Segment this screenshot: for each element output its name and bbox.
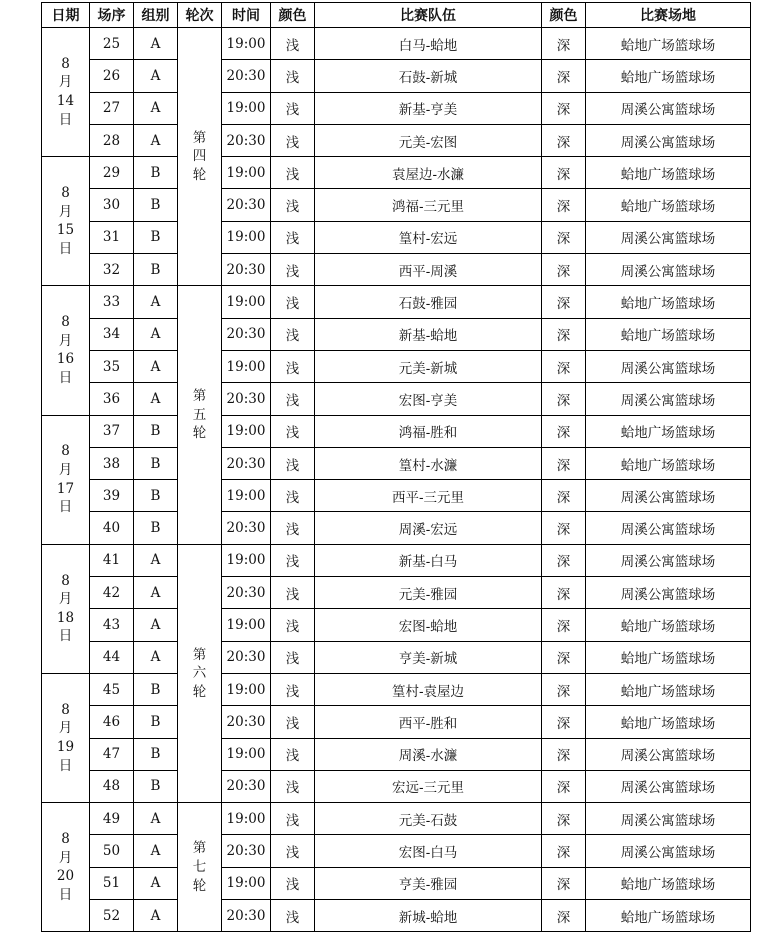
teams-cell: 篁村-水濂 — [315, 447, 542, 479]
match-no-cell: 29 — [90, 157, 134, 189]
match-no-cell: 28 — [90, 124, 134, 156]
time-cell: 19:00 — [222, 286, 271, 318]
time-cell: 20:30 — [222, 900, 271, 932]
color-away-cell: 深 — [542, 738, 586, 770]
color-away-cell: 深 — [542, 286, 586, 318]
round-cell-char: 第 — [192, 129, 207, 146]
time-cell: 19:00 — [222, 609, 271, 641]
match-no-cell: 25 — [90, 28, 134, 60]
date-cell-char: 19 — [56, 739, 75, 756]
header-color-home: 颜色 — [271, 3, 315, 28]
time-cell: 20:30 — [222, 60, 271, 92]
color-away-cell: 深 — [542, 867, 586, 899]
teams-cell: 亨美-雅园 — [315, 867, 542, 899]
teams-cell: 新城-蛤地 — [315, 900, 542, 932]
match-no-cell: 33 — [90, 286, 134, 318]
teams-cell: 元美-石鼓 — [315, 803, 542, 835]
group-cell: B — [134, 673, 178, 705]
round-cell-char: 四 — [192, 148, 207, 165]
color-home-cell: 浅 — [271, 770, 315, 802]
table-row — [42, 383, 751, 415]
venue-cell: 周溪公寓篮球场 — [586, 254, 751, 286]
teams-cell: 鸿福-胜和 — [315, 415, 542, 447]
color-home-cell: 浅 — [271, 189, 315, 221]
table-row — [42, 124, 751, 156]
teams-cell: 石鼓-新城 — [315, 60, 542, 92]
teams-cell: 石鼓-雅园 — [315, 286, 542, 318]
round-cell — [178, 803, 222, 932]
header-color-away: 颜色 — [542, 3, 586, 28]
table-row — [42, 60, 751, 92]
color-home-cell: 浅 — [271, 480, 315, 512]
teams-cell: 袁屋边-水濂 — [315, 157, 542, 189]
group-cell: A — [134, 544, 178, 576]
color-home-cell: 浅 — [271, 254, 315, 286]
date-cell — [42, 28, 90, 157]
table-row — [42, 318, 751, 350]
venue-cell: 周溪公寓篮球场 — [586, 770, 751, 802]
table-row — [42, 673, 751, 705]
group-cell: B — [134, 189, 178, 221]
color-home-cell: 浅 — [271, 867, 315, 899]
color-away-cell: 深 — [542, 92, 586, 124]
group-cell: A — [134, 900, 178, 932]
color-away-cell: 深 — [542, 900, 586, 932]
teams-cell: 篁村-宏远 — [315, 221, 542, 253]
color-home-cell: 浅 — [271, 415, 315, 447]
color-away-cell: 深 — [542, 383, 586, 415]
date-cell-char: 日 — [58, 628, 73, 645]
color-away-cell: 深 — [542, 480, 586, 512]
match-no-cell: 43 — [90, 609, 134, 641]
color-away-cell: 深 — [542, 60, 586, 92]
teams-cell: 周溪-宏远 — [315, 512, 542, 544]
table-row — [42, 92, 751, 124]
venue-cell: 蛤地广场篮球场 — [586, 900, 751, 932]
header-round: 轮次 — [178, 3, 222, 28]
venue-cell: 蛤地广场篮球场 — [586, 673, 751, 705]
group-cell: A — [134, 803, 178, 835]
table-row — [42, 286, 751, 318]
teams-cell: 篁村-袁屋边 — [315, 673, 542, 705]
time-cell: 19:00 — [222, 738, 271, 770]
match-no-cell: 49 — [90, 803, 134, 835]
venue-cell: 周溪公寓篮球场 — [586, 480, 751, 512]
date-cell-char: 月 — [58, 203, 73, 220]
venue-cell: 蛤地广场篮球场 — [586, 60, 751, 92]
header-match-no: 场序 — [90, 3, 134, 28]
table-row — [42, 577, 751, 609]
color-away-cell: 深 — [542, 803, 586, 835]
time-cell: 20:30 — [222, 124, 271, 156]
venue-cell: 周溪公寓篮球场 — [586, 738, 751, 770]
group-cell: B — [134, 706, 178, 738]
group-cell: A — [134, 867, 178, 899]
match-no-cell: 41 — [90, 544, 134, 576]
match-no-cell: 37 — [90, 415, 134, 447]
venue-cell: 蛤地广场篮球场 — [586, 641, 751, 673]
date-cell — [42, 673, 90, 802]
table-row — [42, 350, 751, 382]
table-row — [42, 254, 751, 286]
group-cell: B — [134, 480, 178, 512]
date-cell-char: 8 — [61, 55, 70, 72]
table-row — [42, 512, 751, 544]
time-cell: 20:30 — [222, 189, 271, 221]
venue-cell: 周溪公寓篮球场 — [586, 221, 751, 253]
match-schedule-table — [41, 2, 751, 932]
time-cell: 19:00 — [222, 544, 271, 576]
round-cell-char: 六 — [192, 665, 207, 682]
color-away-cell: 深 — [542, 641, 586, 673]
time-cell: 19:00 — [222, 350, 271, 382]
round-cell-char: 第 — [192, 840, 207, 857]
color-home-cell: 浅 — [271, 383, 315, 415]
venue-cell: 周溪公寓篮球场 — [586, 512, 751, 544]
date-cell — [42, 157, 90, 286]
venue-cell: 周溪公寓篮球场 — [586, 350, 751, 382]
round-cell-char: 五 — [192, 406, 207, 423]
table-row — [42, 544, 751, 576]
time-cell: 19:00 — [222, 415, 271, 447]
venue-cell: 周溪公寓篮球场 — [586, 383, 751, 415]
color-home-cell: 浅 — [271, 92, 315, 124]
date-cell-char: 日 — [58, 886, 73, 903]
color-away-cell: 深 — [542, 609, 586, 641]
group-cell: B — [134, 254, 178, 286]
teams-cell: 元美-雅园 — [315, 577, 542, 609]
date-cell-char: 14 — [56, 93, 75, 110]
header-group: 组别 — [134, 3, 178, 28]
teams-cell: 宏图-白马 — [315, 835, 542, 867]
color-away-cell: 深 — [542, 350, 586, 382]
color-away-cell: 深 — [542, 415, 586, 447]
table-row — [42, 641, 751, 673]
match-no-cell: 32 — [90, 254, 134, 286]
match-no-cell: 40 — [90, 512, 134, 544]
date-cell-char: 月 — [58, 74, 73, 91]
color-home-cell: 浅 — [271, 157, 315, 189]
table-row — [42, 770, 751, 802]
venue-cell: 周溪公寓篮球场 — [586, 544, 751, 576]
date-cell — [42, 286, 90, 415]
venue-cell: 蛤地广场篮球场 — [586, 447, 751, 479]
table-row — [42, 609, 751, 641]
color-away-cell: 深 — [542, 544, 586, 576]
teams-cell: 新基-亨美 — [315, 92, 542, 124]
teams-cell: 白马-蛤地 — [315, 28, 542, 60]
round-cell-char: 轮 — [192, 167, 207, 183]
round-cell-char: 轮 — [192, 877, 207, 894]
date-cell-char: 20 — [56, 868, 75, 885]
time-cell: 19:00 — [222, 221, 271, 253]
group-cell: A — [134, 350, 178, 382]
header-venue: 比赛场地 — [586, 3, 751, 28]
color-away-cell: 深 — [542, 254, 586, 286]
round-cell-char: 第 — [192, 646, 207, 663]
match-no-cell: 36 — [90, 383, 134, 415]
match-no-cell: 26 — [90, 60, 134, 92]
teams-cell: 周溪-水濂 — [315, 738, 542, 770]
table-row — [42, 803, 751, 835]
teams-cell: 元美-新城 — [315, 350, 542, 382]
table-row — [42, 157, 751, 189]
match-no-cell: 27 — [90, 92, 134, 124]
venue-cell: 蛤地广场篮球场 — [586, 415, 751, 447]
match-no-cell: 48 — [90, 770, 134, 802]
date-cell-char: 8 — [61, 443, 70, 460]
venue-cell: 周溪公寓篮球场 — [586, 803, 751, 835]
date-cell-char: 17 — [56, 480, 75, 497]
venue-cell: 周溪公寓篮球场 — [586, 835, 751, 867]
date-cell — [42, 803, 90, 932]
color-home-cell: 浅 — [271, 350, 315, 382]
color-home-cell: 浅 — [271, 900, 315, 932]
date-cell-char: 8 — [61, 830, 70, 847]
group-cell: B — [134, 447, 178, 479]
time-cell: 20:30 — [222, 254, 271, 286]
date-cell-char: 16 — [56, 351, 75, 368]
table-row — [42, 447, 751, 479]
time-cell: 20:30 — [222, 706, 271, 738]
venue-cell: 蛤地广场篮球场 — [586, 157, 751, 189]
teams-cell: 宏图-亨美 — [315, 383, 542, 415]
color-home-cell: 浅 — [271, 28, 315, 60]
color-away-cell: 深 — [542, 706, 586, 738]
teams-cell: 宏远-三元里 — [315, 770, 542, 802]
match-no-cell: 35 — [90, 350, 134, 382]
date-cell-char: 日 — [58, 757, 73, 774]
group-cell: A — [134, 28, 178, 60]
group-cell: A — [134, 641, 178, 673]
match-no-cell: 38 — [90, 447, 134, 479]
time-cell: 19:00 — [222, 867, 271, 899]
group-cell: A — [134, 286, 178, 318]
schedule-body — [42, 28, 751, 932]
color-away-cell: 深 — [542, 673, 586, 705]
table-row — [42, 706, 751, 738]
match-no-cell: 46 — [90, 706, 134, 738]
group-cell: B — [134, 415, 178, 447]
match-no-cell: 31 — [90, 221, 134, 253]
table-row — [42, 867, 751, 899]
time-cell: 20:30 — [222, 383, 271, 415]
date-cell-char: 15 — [56, 222, 75, 239]
header-time: 时间 — [222, 3, 271, 28]
round-cell-char: 七 — [192, 858, 207, 875]
venue-cell: 蛤地广场篮球场 — [586, 286, 751, 318]
time-cell: 19:00 — [222, 673, 271, 705]
teams-cell: 宏图-蛤地 — [315, 609, 542, 641]
date-cell-char: 8 — [61, 314, 70, 331]
color-home-cell: 浅 — [271, 60, 315, 92]
match-no-cell: 45 — [90, 673, 134, 705]
round-cell-char: 轮 — [192, 425, 207, 442]
date-cell-char: 8 — [61, 701, 70, 718]
date-cell-char: 日 — [58, 111, 73, 128]
time-cell: 20:30 — [222, 835, 271, 867]
time-cell: 19:00 — [222, 157, 271, 189]
group-cell: B — [134, 738, 178, 770]
teams-cell: 新基-蛤地 — [315, 318, 542, 350]
teams-cell: 鸿福-三元里 — [315, 189, 542, 221]
date-cell-char: 18 — [56, 609, 75, 626]
time-cell: 20:30 — [222, 641, 271, 673]
time-cell: 19:00 — [222, 480, 271, 512]
match-no-cell: 39 — [90, 480, 134, 512]
date-cell — [42, 544, 90, 673]
color-away-cell: 深 — [542, 318, 586, 350]
group-cell: A — [134, 609, 178, 641]
color-home-cell: 浅 — [271, 124, 315, 156]
color-home-cell: 浅 — [271, 803, 315, 835]
match-no-cell: 50 — [90, 835, 134, 867]
date-cell-char: 8 — [61, 572, 70, 589]
color-away-cell: 深 — [542, 577, 586, 609]
table-row — [42, 221, 751, 253]
date-cell-char: 月 — [58, 849, 73, 866]
date-cell-char: 日 — [58, 499, 73, 516]
color-home-cell: 浅 — [271, 318, 315, 350]
time-cell: 19:00 — [222, 28, 271, 60]
date-cell-char: 8 — [61, 185, 70, 202]
venue-cell: 蛤地广场篮球场 — [586, 28, 751, 60]
color-away-cell: 深 — [542, 189, 586, 221]
color-home-cell: 浅 — [271, 673, 315, 705]
group-cell: A — [134, 124, 178, 156]
time-cell: 19:00 — [222, 92, 271, 124]
color-home-cell: 浅 — [271, 577, 315, 609]
date-cell — [42, 415, 90, 544]
color-away-cell: 深 — [542, 124, 586, 156]
table-row — [42, 28, 751, 60]
color-away-cell: 深 — [542, 28, 586, 60]
round-cell-char: 轮 — [192, 683, 207, 700]
date-cell-char: 月 — [58, 720, 73, 737]
table-row — [42, 738, 751, 770]
date-cell-char: 月 — [58, 332, 73, 349]
teams-cell: 新基-白马 — [315, 544, 542, 576]
color-away-cell: 深 — [542, 835, 586, 867]
table-row — [42, 835, 751, 867]
venue-cell: 蛤地广场篮球场 — [586, 318, 751, 350]
color-away-cell: 深 — [542, 770, 586, 802]
date-cell-char: 月 — [58, 462, 73, 479]
time-cell: 20:30 — [222, 447, 271, 479]
table-row — [42, 415, 751, 447]
teams-cell: 元美-宏图 — [315, 124, 542, 156]
color-away-cell: 深 — [542, 447, 586, 479]
round-cell — [178, 286, 222, 544]
group-cell: A — [134, 318, 178, 350]
header-row — [42, 3, 751, 28]
time-cell: 19:00 — [222, 803, 271, 835]
table-row — [42, 480, 751, 512]
venue-cell: 周溪公寓篮球场 — [586, 124, 751, 156]
time-cell: 20:30 — [222, 577, 271, 609]
color-home-cell: 浅 — [271, 221, 315, 253]
teams-cell: 亨美-新城 — [315, 641, 542, 673]
round-cell — [178, 544, 222, 802]
group-cell: B — [134, 770, 178, 802]
date-cell-char: 月 — [58, 591, 73, 608]
color-home-cell: 浅 — [271, 641, 315, 673]
venue-cell: 蛤地广场篮球场 — [586, 706, 751, 738]
time-cell: 20:30 — [222, 512, 271, 544]
table-row — [42, 189, 751, 221]
color-home-cell: 浅 — [271, 835, 315, 867]
table-row — [42, 900, 751, 932]
time-cell: 20:30 — [222, 770, 271, 802]
group-cell: A — [134, 60, 178, 92]
color-home-cell: 浅 — [271, 286, 315, 318]
venue-cell: 蛤地广场篮球场 — [586, 867, 751, 899]
venue-cell: 蛤地广场篮球场 — [586, 189, 751, 221]
group-cell: B — [134, 512, 178, 544]
teams-cell: 西平-周溪 — [315, 254, 542, 286]
match-no-cell: 47 — [90, 738, 134, 770]
venue-cell: 周溪公寓篮球场 — [586, 577, 751, 609]
match-no-cell: 51 — [90, 867, 134, 899]
teams-cell: 西平-胜和 — [315, 706, 542, 738]
date-cell-char: 日 — [58, 370, 73, 387]
group-cell: A — [134, 835, 178, 867]
time-cell: 20:30 — [222, 318, 271, 350]
group-cell: A — [134, 577, 178, 609]
group-cell: A — [134, 383, 178, 415]
group-cell: B — [134, 221, 178, 253]
color-home-cell: 浅 — [271, 609, 315, 641]
match-no-cell: 42 — [90, 577, 134, 609]
header-teams: 比赛队伍 — [315, 3, 542, 28]
match-no-cell: 52 — [90, 900, 134, 932]
color-home-cell: 浅 — [271, 447, 315, 479]
color-away-cell: 深 — [542, 221, 586, 253]
header-date: 日期 — [42, 3, 90, 28]
round-cell-char: 第 — [192, 388, 207, 405]
color-home-cell: 浅 — [271, 706, 315, 738]
color-away-cell: 深 — [542, 157, 586, 189]
venue-cell: 周溪公寓篮球场 — [586, 92, 751, 124]
match-no-cell: 44 — [90, 641, 134, 673]
color-home-cell: 浅 — [271, 544, 315, 576]
group-cell: B — [134, 157, 178, 189]
match-no-cell: 30 — [90, 189, 134, 221]
group-cell: A — [134, 92, 178, 124]
color-home-cell: 浅 — [271, 512, 315, 544]
color-home-cell: 浅 — [271, 738, 315, 770]
match-no-cell: 34 — [90, 318, 134, 350]
date-cell-char: 日 — [58, 240, 73, 257]
teams-cell: 西平-三元里 — [315, 480, 542, 512]
venue-cell: 蛤地广场篮球场 — [586, 609, 751, 641]
round-cell — [178, 28, 222, 286]
color-away-cell: 深 — [542, 512, 586, 544]
